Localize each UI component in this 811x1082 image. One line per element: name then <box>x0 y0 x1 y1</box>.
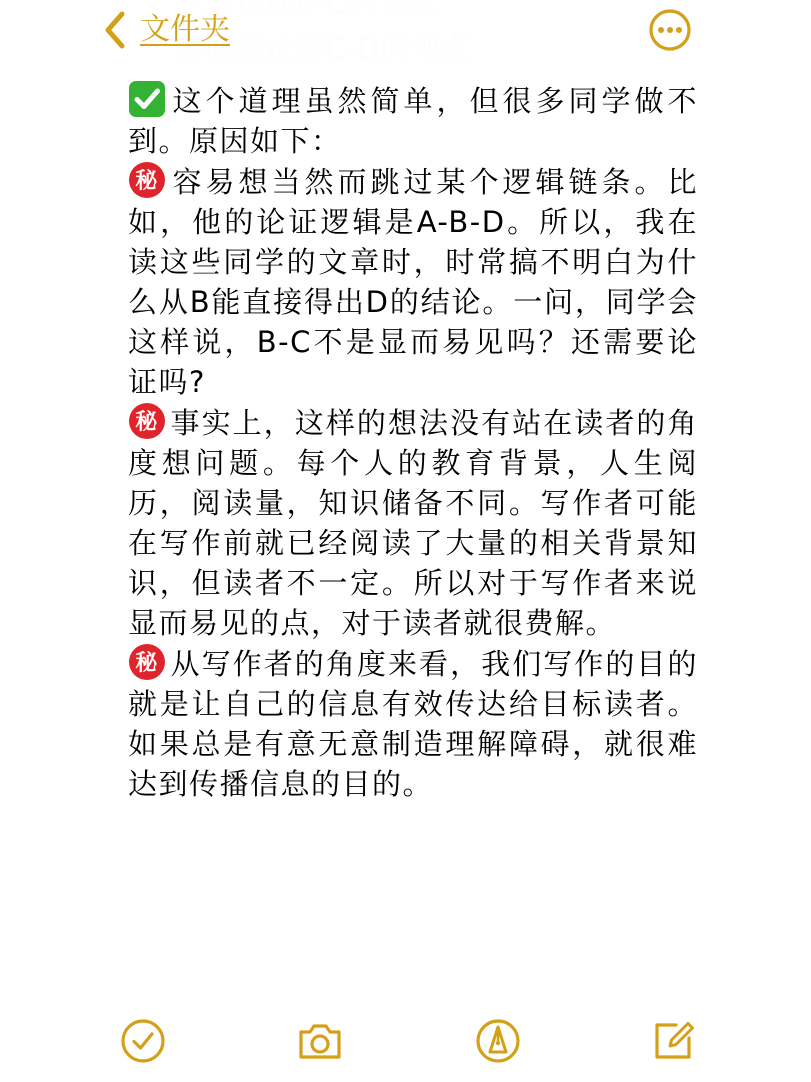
check-mark-button-icon <box>128 80 166 118</box>
more-ellipsis-icon <box>648 8 692 52</box>
secret-char: 秘 <box>135 651 159 676</box>
markup-pen-icon <box>473 1016 523 1066</box>
secret-ideograph-icon <box>128 643 166 681</box>
secret-char: 秘 <box>135 169 159 194</box>
note-paragraph-intro <box>128 80 698 161</box>
paragraph-text: 容易想当然而跳过某个逻辑链条。比如，他的论证逻辑是A-B-D。所以，我在读这些同学的文章时，时常搞不明白为什么从B能直接得出D的结论。一问，同学会这样说，B-C不是显而易见吗？还需要论证吗? <box>128 165 698 399</box>
paragraph-text: 从写作者的角度来看，我们写作的目的就是让自己的信息有效传达给目标读者。如果总是有意无意制造理解障碍，就很难达到传播信息的目的。 <box>128 647 698 801</box>
back-button[interactable] <box>100 10 230 50</box>
checklist-button[interactable] <box>118 1016 168 1066</box>
note-paragraph-3 <box>128 643 698 804</box>
more-button[interactable] <box>648 8 692 52</box>
note-paragraph-2 <box>128 402 698 643</box>
paragraph-text: 事实上，这样的想法没有站在读者的角度想问题。每个人的教育背景，人生阅历，阅读量，知识储备不同。写作者可能在写作前就已经阅读了大量的相关背景知识，但读者不一定。所以对于写作者来说显而易见的点，对于读者就很费解。 <box>128 406 698 640</box>
compose-note-icon <box>648 1016 698 1066</box>
secret-ideograph-icon <box>128 402 166 440</box>
bottom-toolbar <box>0 1010 811 1070</box>
chevron-left-icon <box>100 10 134 50</box>
compose-button[interactable] <box>648 1016 698 1066</box>
paragraph-text: 这个道理虽然简单，但很多同学做不到。原因如下： <box>128 84 698 158</box>
checklist-circle-icon <box>118 1016 168 1066</box>
markup-button[interactable] <box>473 1016 523 1066</box>
secret-ideograph-icon <box>128 161 166 199</box>
back-label: 文件夹 <box>140 12 230 47</box>
note-body[interactable] <box>128 80 698 804</box>
camera-icon <box>295 1016 345 1066</box>
camera-button[interactable] <box>295 1016 345 1066</box>
note-paragraph-1 <box>128 161 698 402</box>
secret-char: 秘 <box>135 410 159 435</box>
